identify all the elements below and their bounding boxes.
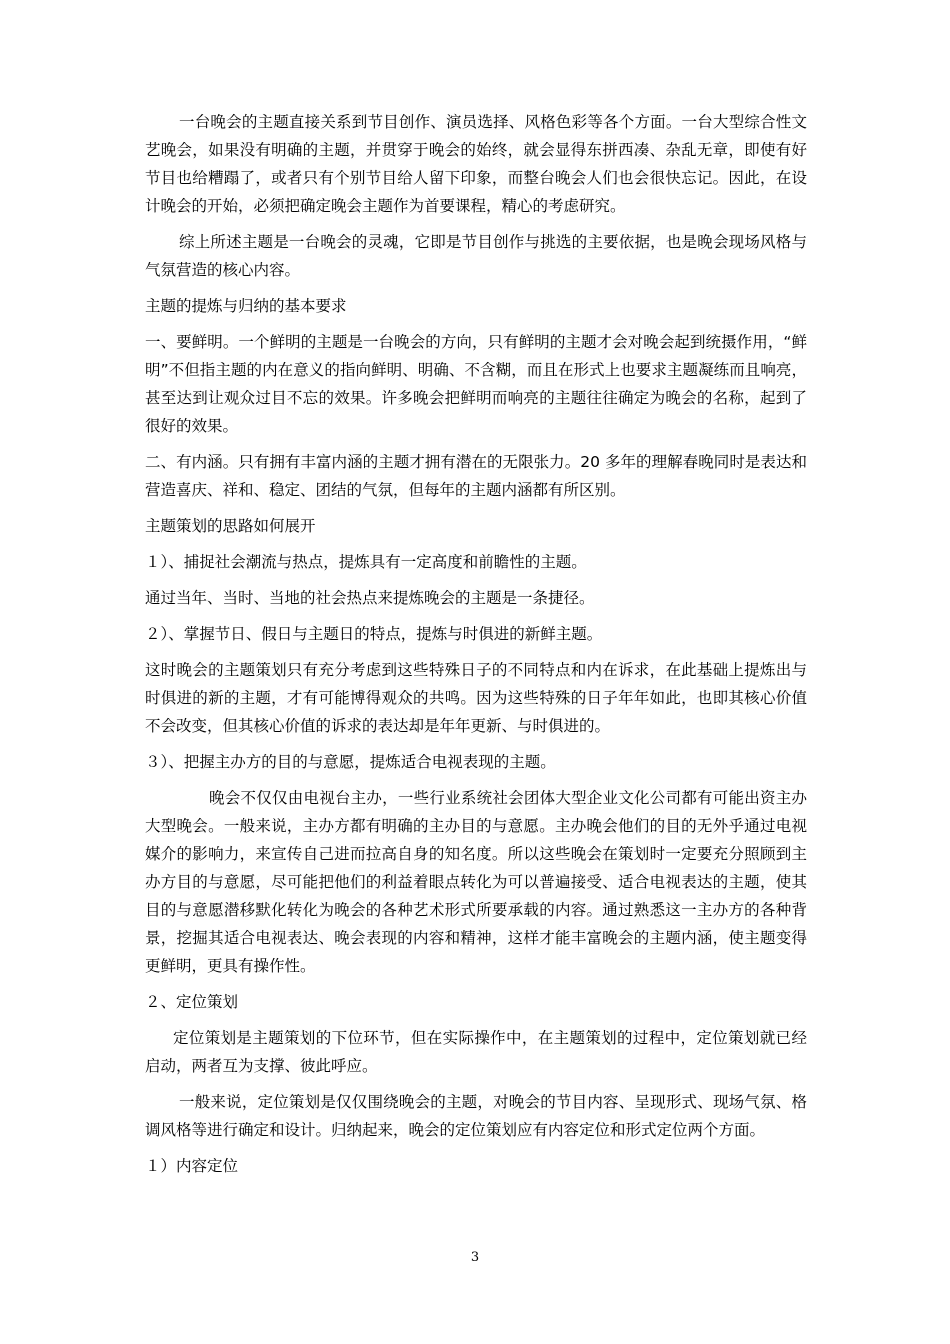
page-number: 3 — [470, 1250, 480, 1265]
paragraph-approach-1-detail: 通过当年、当时、当地的社会热点来提炼晚会的主题是一条捷径。 — [145, 589, 595, 607]
paragraph-approach-3-detail: 晚会不仅仅由电视台主办，一些行业系统社会团体大型企业文化公司都有可能出资主办大型晚会。一般来说，主办方都有明确的主办目的与意愿。主办晚会他们的目的无外乎通过电视媒介的影响力，来宣传自己进而拉高自身的知名度。所以这些晚会在策划时一定要充分照顾到主办方目的与意愿，尽可能把他们的利益着眼点转化为可以普遍接受、适合电视表达的主题，使其目的与意愿潜移默化转化为晚会的各种艺术形式所要承载的内容。通过熟悉这一主办方的各种背景，挖掘其适合电视表达、晚会表现的内容和精神，这样才能丰富晚会的主题内涵，使主题变得更鲜明，更具有操作性。 — [145, 789, 807, 975]
list-item-approach-1: １）、捕捉社会潮流与热点，提炼具有一定高度和前瞻性的主题。 — [145, 553, 587, 571]
list-item-approach-3: ３）、把握主办方的目的与意愿，提炼适合电视表现的主题。 — [145, 753, 556, 771]
heading-theme-planning-approach: 主题策划的思路如何展开 — [145, 517, 316, 535]
paragraph-positioning-detail: 一般来说，定位策划是仅仅围绕晚会的主题，对晚会的节目内容、呈现形式、现场气氛、格调风格等进行确定和设计。归纳起来，晚会的定位策划应有内容定位和形式定位两个方面。 — [145, 1093, 807, 1139]
paragraph-requirement-distinct: 一、要鲜明。一个鲜明的主题是一台晚会的方向，只有鲜明的主题才会对晚会起到统摄作用，“鲜明”不但指主题的内在意义的指向鲜明、明确、不含糊，而且在形式上也要求主题凝练而且响亮，甚至达到让观众过目不忘的效果。许多晚会把鲜明而响亮的主题往往确定为晚会的名称，起到了很好的效果。 — [145, 333, 807, 435]
list-item-approach-2: ２）、掌握节日、假日与主题日的特点，提炼与时俱进的新鲜主题。 — [145, 625, 603, 643]
paragraph-approach-2-detail: 这时晚会的主题策划只有充分考虑到这些特殊日子的不同特点和内在诉求，在此基础上提炼出与时俱进的新的主题，才有可能博得观众的共鸣。因为这些特殊的日子年年如此，也即其核心价值不会改变，但其核心价值的诉求的表达却是年年更新、与时俱进的。 — [145, 661, 807, 735]
heading-positioning-planning: ２、定位策划 — [145, 993, 239, 1011]
paragraph-requirement-substance: 二、有内涵。只有拥有丰富内涵的主题才拥有潜在的无限张力。20 多年的理解春晚同时是表达和营造喜庆、祥和、稳定、团结的气氛，但每年的主题内涵都有所区别。 — [145, 453, 807, 499]
list-item-content-positioning: １）内容定位 — [145, 1157, 239, 1175]
paragraph-theme-summary: 综上所述主题是一台晚会的灵魂，它即是节目创作与挑选的主要依据，也是晚会现场风格与气氛营造的核心内容。 — [145, 233, 807, 279]
heading-theme-requirements: 主题的提炼与归纳的基本要求 — [145, 297, 347, 315]
paragraph-theme-importance: 一台晚会的主题直接关系到节目创作、演员选择、风格色彩等各个方面。一台大型综合性文艺晚会，如果没有明确的主题，并贯穿于晚会的始终，就会显得东拼西凑、杂乱无章，即使有好节目也给糟蹋了，或者只有个别节目给人留下印象，而整台晚会人们也会很快忘记。因此，在设计晚会的开始，必须把确定晚会主题作为首要课程，精心的考虑研究。 — [145, 113, 807, 215]
paragraph-positioning-intro: 定位策划是主题策划的下位环节，但在实际操作中，在主题策划的过程中，定位策划就已经启动，两者互为支撑、彼此呼应。 — [145, 1029, 807, 1075]
document-body — [145, 108, 807, 1188]
